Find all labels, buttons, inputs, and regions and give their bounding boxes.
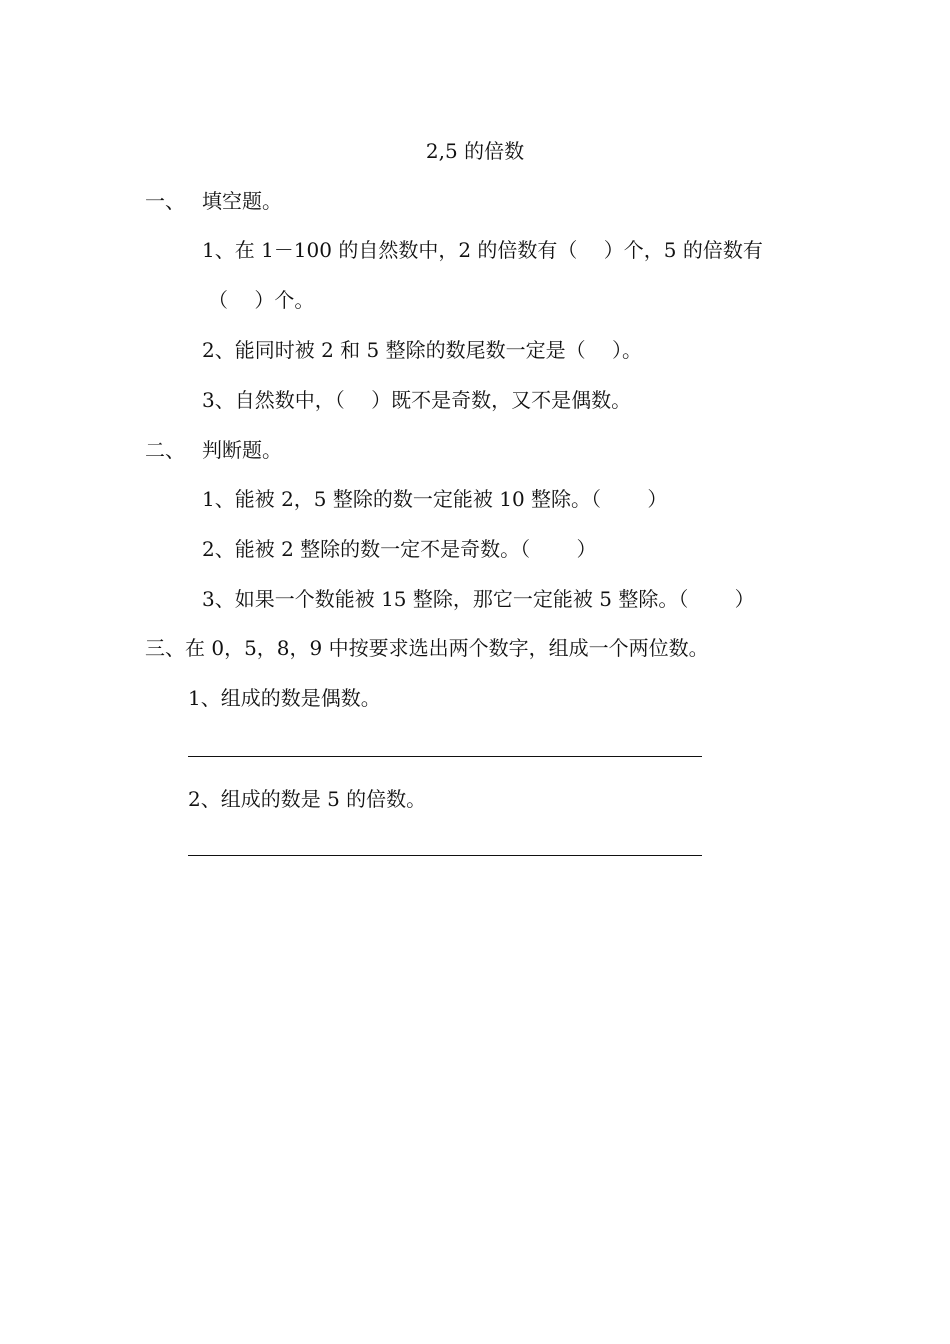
section-2-number: 二、 [145, 438, 185, 462]
section-2-question-1: 1、能被 2，5 整除的数一定能被 10 整除。（ ） [202, 487, 668, 511]
page-title: 2,5 的倍数 [425, 139, 525, 163]
section-1-question-2: 2、能同时被 2 和 5 整除的数尾数一定是（ ）。 [202, 338, 642, 362]
answer-line-2 [188, 855, 702, 856]
section-2-heading: 判断题。 [202, 438, 282, 462]
section-1-heading: 填空题。 [202, 189, 282, 213]
section-1-question-3: 3、自然数中，（ ）既不是奇数，又不是偶数。 [202, 388, 632, 412]
section-1-question-1-line-2: （ ）个。 [208, 288, 315, 312]
section-1-number: 一、 [145, 189, 185, 213]
section-3-heading: 三、在 0，5，8，9 中按要求选出两个数字，组成一个两位数。 [145, 636, 709, 660]
answer-line-1 [188, 756, 702, 757]
section-2-question-2: 2、能被 2 整除的数一定不是奇数。（ ） [202, 537, 597, 561]
section-1-question-1-line-1: 1、在 1－100 的自然数中，2 的倍数有（ ）个，5 的倍数有 [202, 238, 763, 262]
section-2-question-3: 3、如果一个数能被 15 整除，那它一定能被 5 整除。（ ） [202, 587, 755, 611]
section-3-question-2: 2、组成的数是 5 的倍数。 [188, 787, 427, 811]
section-3-question-1: 1、组成的数是偶数。 [188, 686, 381, 710]
